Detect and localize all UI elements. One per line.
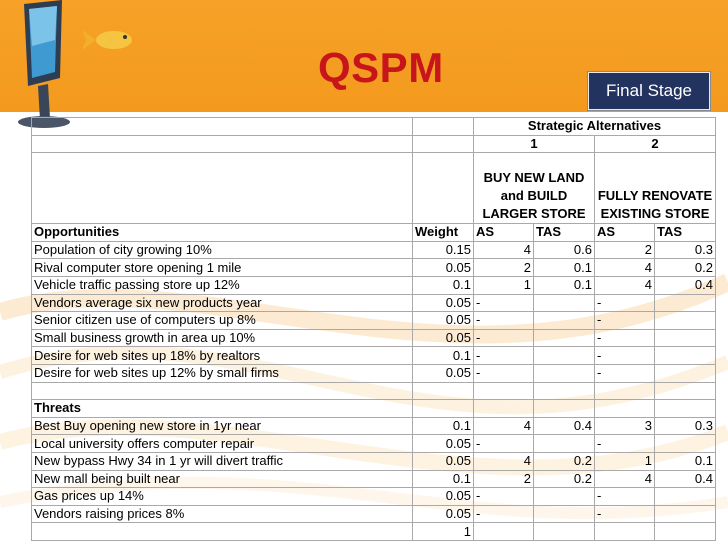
tas1-cell (534, 435, 595, 453)
as1-cell: - (474, 435, 534, 453)
as2-cell: 4 (595, 276, 655, 294)
as1-cell: - (474, 312, 534, 330)
blank-cell (32, 523, 413, 541)
as-column-header-1: AS (474, 224, 534, 242)
weight-cell: 0.15 (413, 241, 474, 259)
as1-cell: - (474, 505, 534, 523)
tas2-cell (655, 364, 716, 382)
weight-cell: 0.05 (413, 505, 474, 523)
total-row (32, 523, 716, 541)
strategic-alternatives-header: Strategic Alternatives (474, 118, 716, 136)
weight-cell: 0.05 (413, 294, 474, 312)
blank-cell (595, 382, 655, 400)
monitor-icon (10, 0, 76, 130)
tas2-cell (655, 312, 716, 330)
tas1-cell: 0.2 (534, 470, 595, 488)
as2-cell: - (595, 329, 655, 347)
weight-cell: 0.1 (413, 417, 474, 435)
factor-cell: Vendors raising prices 8% (32, 505, 413, 523)
blank-cell (474, 400, 534, 418)
as1-cell: 2 (474, 470, 534, 488)
as2-cell: 4 (595, 470, 655, 488)
blank-cell (474, 523, 534, 541)
as1-cell: - (474, 347, 534, 365)
tas2-cell: 0.3 (655, 417, 716, 435)
weight-cell: 0.1 (413, 276, 474, 294)
tas1-cell (534, 347, 595, 365)
tas2-cell: 0.2 (655, 259, 716, 277)
blank-cell (595, 523, 655, 541)
tas2-cell (655, 488, 716, 506)
table-row (32, 329, 716, 347)
spacer-row (32, 382, 716, 400)
total-weight-cell: 1 (413, 523, 474, 541)
weight-cell: 0.05 (413, 329, 474, 347)
as1-cell: - (474, 294, 534, 312)
table-row (32, 259, 716, 277)
blank-cell (534, 523, 595, 541)
blank-cell (413, 382, 474, 400)
tas2-cell: 0.4 (655, 470, 716, 488)
blank-cell (413, 400, 474, 418)
tas1-cell (534, 505, 595, 523)
factor-cell: Vendors average six new products year (32, 294, 413, 312)
table-row (32, 435, 716, 453)
as2-cell: - (595, 505, 655, 523)
as2-cell: - (595, 488, 655, 506)
as1-cell: - (474, 364, 534, 382)
as1-cell: 1 (474, 276, 534, 294)
blank-cell (32, 382, 413, 400)
weight-cell: 0.05 (413, 259, 474, 277)
threats-heading-row (32, 400, 716, 418)
as2-cell: - (595, 435, 655, 453)
alternative-number-1: 1 (474, 135, 595, 153)
as2-cell: 4 (595, 259, 655, 277)
tas-column-header-1: TAS (534, 224, 595, 242)
as2-cell: - (595, 364, 655, 382)
tas2-cell (655, 347, 716, 365)
tas1-cell (534, 488, 595, 506)
tas1-cell: 0.1 (534, 276, 595, 294)
alternative-name-2: FULLY RENOVATE EXISTING STORE (595, 153, 716, 224)
blank-cell (413, 118, 474, 136)
blank-cell (534, 400, 595, 418)
tas1-cell: 0.1 (534, 259, 595, 277)
blank-cell (655, 400, 716, 418)
as1-cell: - (474, 488, 534, 506)
tas1-cell: 0.2 (534, 452, 595, 470)
factor-cell: Desire for web sites up 12% by small firms (32, 364, 413, 382)
blank-cell (534, 382, 595, 400)
factor-cell: Senior citizen use of computers up 8% (32, 312, 413, 330)
tas2-cell (655, 435, 716, 453)
blank-cell (474, 382, 534, 400)
tas2-cell (655, 294, 716, 312)
opportunities-heading: Opportunities (32, 224, 413, 242)
factor-cell: Local university offers computer repair (32, 435, 413, 453)
final-stage-button[interactable]: Final Stage (588, 72, 710, 110)
tas2-cell: 0.3 (655, 241, 716, 259)
weight-cell: 0.05 (413, 312, 474, 330)
tas2-cell: 0.4 (655, 276, 716, 294)
factor-cell: Population of city growing 10% (32, 241, 413, 259)
blank-cell (32, 135, 413, 153)
factor-cell: New mall being built near (32, 470, 413, 488)
table-row (32, 470, 716, 488)
tas2-cell: 0.1 (655, 452, 716, 470)
blank-cell (413, 153, 474, 224)
as2-cell: - (595, 294, 655, 312)
as2-cell: 1 (595, 452, 655, 470)
table-row (32, 505, 716, 523)
table-row (32, 417, 716, 435)
as2-cell: 3 (595, 417, 655, 435)
weight-cell: 0.1 (413, 470, 474, 488)
weight-cell: 0.05 (413, 364, 474, 382)
goldfish-icon (80, 26, 140, 54)
tas-column-header-2: TAS (655, 224, 716, 242)
blank-cell (655, 523, 716, 541)
table-row (32, 488, 716, 506)
factor-cell: New bypass Hwy 34 in 1 yr will divert traffic (32, 452, 413, 470)
factor-cell: Best Buy opening new store in 1yr near (32, 417, 413, 435)
alternative-name-1: BUY NEW LAND and BUILD LARGER STORE (474, 153, 595, 224)
tas1-cell (534, 312, 595, 330)
page-title: QSPM (318, 44, 444, 91)
tas2-cell (655, 505, 716, 523)
as-column-header-2: AS (595, 224, 655, 242)
alternative-number-2: 2 (595, 135, 716, 153)
blank-cell (413, 135, 474, 153)
table-row (32, 452, 716, 470)
table-row (32, 347, 716, 365)
as1-cell: - (474, 329, 534, 347)
factor-cell: Desire for web sites up 18% by realtors (32, 347, 413, 365)
table-row (32, 241, 716, 259)
weight-cell: 0.05 (413, 488, 474, 506)
tas1-cell: 0.6 (534, 241, 595, 259)
table-row (32, 294, 716, 312)
qspm-table (31, 117, 716, 541)
as2-cell: - (595, 312, 655, 330)
as1-cell: 4 (474, 452, 534, 470)
tas2-cell (655, 329, 716, 347)
tas1-cell (534, 329, 595, 347)
blank-cell (655, 382, 716, 400)
factor-cell: Rival computer store opening 1 mile (32, 259, 413, 277)
blank-cell (595, 400, 655, 418)
tas1-cell (534, 294, 595, 312)
tas1-cell (534, 364, 595, 382)
factor-cell: Vehicle traffic passing store up 12% (32, 276, 413, 294)
as1-cell: 4 (474, 417, 534, 435)
blank-cell (32, 118, 413, 136)
weight-cell: 0.1 (413, 347, 474, 365)
factor-cell: Small business growth in area up 10% (32, 329, 413, 347)
blank-cell (32, 153, 413, 224)
factor-cell: Gas prices up 14% (32, 488, 413, 506)
as1-cell: 2 (474, 259, 534, 277)
as2-cell: - (595, 347, 655, 365)
weight-column-header: Weight (413, 224, 474, 242)
weight-cell: 0.05 (413, 435, 474, 453)
table-row (32, 276, 716, 294)
tas1-cell: 0.4 (534, 417, 595, 435)
as2-cell: 2 (595, 241, 655, 259)
weight-cell: 0.05 (413, 452, 474, 470)
threats-heading: Threats (32, 400, 413, 418)
as1-cell: 4 (474, 241, 534, 259)
table-row (32, 364, 716, 382)
table-row (32, 312, 716, 330)
